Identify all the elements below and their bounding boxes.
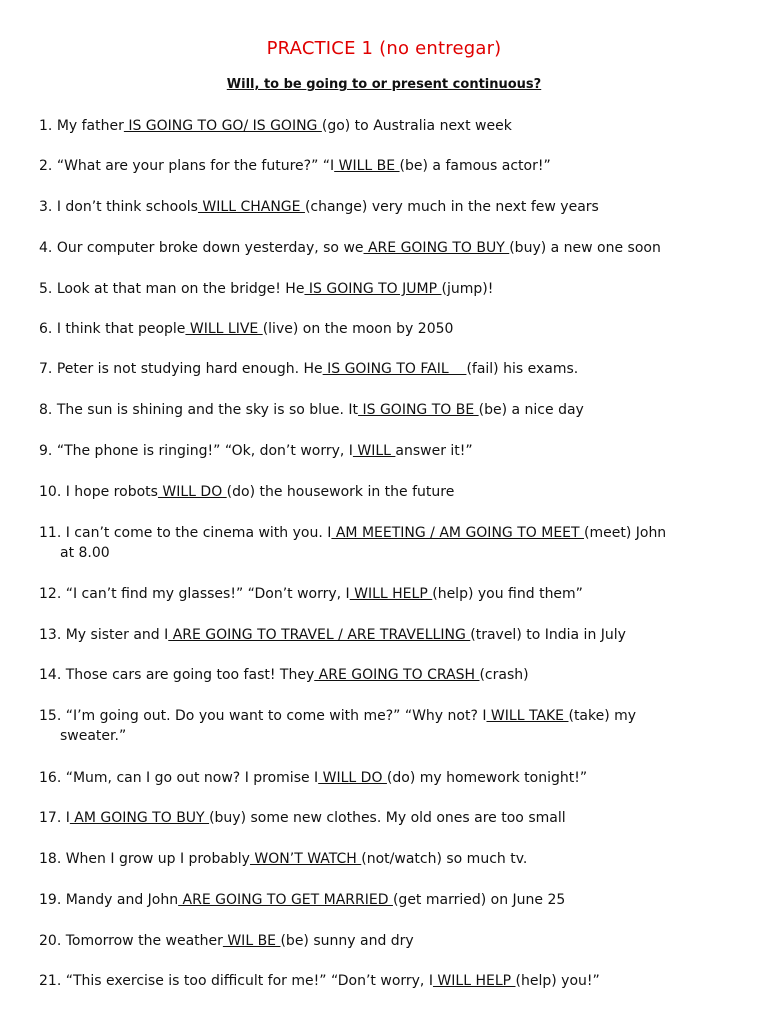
item-text-before: My sister and I: [65, 627, 169, 643]
exercise-item: [39, 584, 739, 604]
exercise-item: [39, 197, 739, 217]
exercise-item: [39, 706, 739, 746]
item-answer: WILL DO: [157, 484, 227, 500]
item-text-after: (go) to Australia next week: [321, 118, 512, 134]
item-number: 19.: [39, 892, 62, 908]
item-answer: ARE GOING TO GET MARRIED: [178, 892, 393, 908]
item-answer: ARE GOING TO CRASH: [314, 667, 480, 683]
item-text-after: (buy) a new one soon: [509, 240, 661, 256]
item-text-after: (do) the housework in the future: [226, 484, 455, 500]
item-text-before: “What are your plans for the future?” “I: [56, 158, 335, 174]
item-text-before: I can’t come to the cinema with you. I: [65, 525, 332, 541]
item-answer: WILL: [352, 443, 396, 459]
item-text-after: (fail) his exams.: [466, 361, 579, 377]
item-text-before: I hope robots: [65, 484, 158, 500]
item-answer: WILL LIVE: [185, 321, 263, 337]
item-text-after: (crash): [479, 667, 529, 683]
item-text-before: I think that people: [56, 321, 186, 337]
item-text-after: (help) you!”: [515, 973, 600, 989]
exercise-item: [39, 890, 739, 910]
item-answer: ARE GOING TO BUY: [363, 240, 510, 256]
item-number: 4.: [39, 240, 53, 256]
item-answer: WIL BE: [222, 933, 281, 949]
item-answer: ARE GOING TO TRAVEL / ARE TRAVELLING: [168, 627, 471, 643]
exercise-item: [39, 116, 739, 136]
item-number: 6.: [39, 321, 53, 337]
item-text-after: answer it!”: [395, 443, 473, 459]
item-text-after: (do) my homework tonight!”: [386, 770, 588, 786]
item-number: 11.: [39, 525, 62, 541]
item-text-after: (be) sunny and dry: [280, 933, 414, 949]
item-continuation: at 8.00: [60, 545, 110, 561]
item-answer: WILL HELP: [432, 973, 516, 989]
item-answer: WILL HELP: [349, 586, 433, 602]
item-text-before: “I can’t find my glasses!” “Don’t worry, I: [65, 586, 350, 602]
item-text-before: Tomorrow the weather: [65, 933, 223, 949]
item-answer: WILL BE: [334, 158, 400, 174]
item-text-before: “The phone is ringing!” “Ok, don’t worry, I: [56, 443, 353, 459]
item-continuation: sweater.”: [60, 728, 127, 744]
item-text-after: (not/watch) so much tv.: [361, 851, 528, 867]
item-text-before: Our computer broke down yesterday, so we: [56, 240, 364, 256]
item-answer: AM MEETING / AM GOING TO MEET: [331, 525, 585, 541]
item-number: 20.: [39, 933, 62, 949]
item-text-before: The sun is shining and the sky is so blue. It: [56, 402, 359, 418]
exercise-item: [39, 625, 739, 645]
item-text-before: “This exercise is too difficult for me!” “Don’t worry, I: [65, 973, 433, 989]
exercise-item: [39, 808, 739, 828]
exercise-item: [39, 441, 739, 461]
item-text-after: (change) very much in the next few years: [304, 199, 599, 215]
item-number: 17.: [39, 810, 62, 826]
item-text-after: (help) you find them”: [432, 586, 583, 602]
exercise-item: [39, 400, 739, 420]
item-answer: IS GOING TO FAIL: [322, 361, 467, 377]
item-answer: IS GOING TO JUMP: [304, 281, 442, 297]
item-answer: IS GOING TO GO/ IS GOING: [123, 118, 322, 134]
exercise-item: [39, 482, 739, 502]
exercise-item: [39, 359, 739, 379]
item-text-before: My father: [56, 118, 124, 134]
exercise-item: [39, 665, 739, 685]
item-number: 21.: [39, 973, 62, 989]
item-text-after: (take) my: [568, 708, 637, 724]
item-answer: WILL TAKE: [486, 708, 569, 724]
item-number: 5.: [39, 281, 53, 297]
page-subtitle: Will, to be going to or present continuous?: [226, 77, 542, 92]
exercise-item: [39, 156, 739, 176]
exercise-item: [39, 319, 739, 339]
item-number: 16.: [39, 770, 62, 786]
item-number: 14.: [39, 667, 62, 683]
item-number: 15.: [39, 708, 62, 724]
item-text-before: Peter is not studying hard enough. He: [56, 361, 323, 377]
item-text-after: (meet) John: [584, 525, 667, 541]
item-text-after: (buy) some new clothes. My old ones are too small: [209, 810, 566, 826]
item-text-after: (get married) on June 25: [392, 892, 566, 908]
exercise-item: [39, 849, 739, 869]
item-text-before: When I grow up I probably: [65, 851, 250, 867]
item-number: 13.: [39, 627, 62, 643]
item-text-before: I: [65, 810, 70, 826]
item-text-after: (live) on the moon by 2050: [262, 321, 454, 337]
item-answer: IS GOING TO BE: [358, 402, 479, 418]
exercise-item: [39, 971, 739, 991]
item-number: 7.: [39, 361, 53, 377]
item-answer: WILL CHANGE: [197, 199, 305, 215]
item-number: 3.: [39, 199, 53, 215]
page-title: PRACTICE 1 (no entregar): [266, 38, 502, 59]
exercise-item: [39, 238, 739, 258]
item-text-after: (travel) to India in July: [470, 627, 626, 643]
exercise-item: [39, 931, 739, 951]
item-text-before: Those cars are going too fast! They: [65, 667, 315, 683]
item-answer: AM GOING TO BUY: [69, 810, 210, 826]
item-text-after: (jump)!: [441, 281, 494, 297]
item-number: 9.: [39, 443, 53, 459]
exercise-item: [39, 768, 739, 788]
item-text-before: Mandy and John: [65, 892, 179, 908]
item-text-before: Look at that man on the bridge! He: [56, 281, 305, 297]
item-number: 12.: [39, 586, 62, 602]
item-text-before: “Mum, can I go out now? I promise I: [65, 770, 319, 786]
item-text-after: (be) a nice day: [478, 402, 584, 418]
item-answer: WON’T WATCH: [249, 851, 362, 867]
item-text-after: (be) a famous actor!”: [399, 158, 551, 174]
exercise-item: [39, 279, 739, 299]
item-number: 2.: [39, 158, 53, 174]
item-number: 1.: [39, 118, 53, 134]
item-number: 18.: [39, 851, 62, 867]
exercise-item: [39, 523, 739, 563]
item-text-before: “I’m going out. Do you want to come with me?” “Why not? I: [65, 708, 487, 724]
item-answer: WILL DO: [318, 770, 387, 786]
item-number: 8.: [39, 402, 53, 418]
item-number: 10.: [39, 484, 62, 500]
item-text-before: I don’t think schools: [56, 199, 198, 215]
